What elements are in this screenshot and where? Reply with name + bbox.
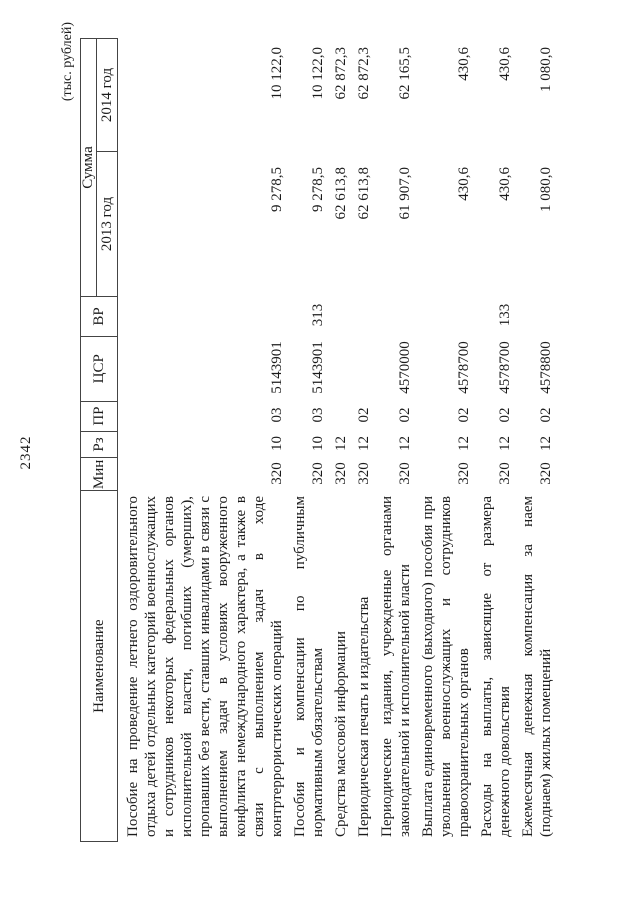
cell-sum-2014: 1 080,0 xyxy=(538,47,554,92)
cell-name: Периодические издания, учрежденные органами законодательной и исполнительной власти xyxy=(379,496,413,837)
cell-name: Пособия и компенсации по публичным нормативным обязательствам xyxy=(292,496,326,837)
cell-vr: 313 xyxy=(310,303,326,327)
cell-sum-2013: 9 278,5 xyxy=(269,167,285,212)
cell-min: 320 xyxy=(356,462,372,485)
cell-sum-2013: 62 613,8 xyxy=(333,167,349,220)
cell-sum-2014: 430,6 xyxy=(456,47,472,81)
header-min: Мин xyxy=(81,457,117,490)
cell-name: Выплата единовременного (выходного) пособия при увольнении военнослужащих и сотрудников правоохранительных органов xyxy=(420,496,472,837)
cell-csr: 4578800 xyxy=(538,341,554,394)
table-row xyxy=(124,38,286,842)
cell-rz: 10 xyxy=(269,436,285,451)
cell-pr: 02 xyxy=(456,407,472,423)
header-name: Наименование xyxy=(81,490,117,841)
table-body xyxy=(118,38,555,842)
table-row xyxy=(519,38,555,842)
cell-rz: 12 xyxy=(397,436,413,451)
cell-sum-2013: 1 080,0 xyxy=(538,167,554,212)
cell-min: 320 xyxy=(456,462,472,485)
cell-sum-2014: 62 872,3 xyxy=(356,47,372,100)
cell-sum-2014: 430,6 xyxy=(497,47,513,81)
cell-pr: 03 xyxy=(310,407,326,423)
table-row xyxy=(419,38,473,842)
cell-vr: 133 xyxy=(497,303,513,327)
cell-csr: 4570000 xyxy=(397,341,413,394)
header-year-2014: 2014 год xyxy=(98,67,115,123)
table-row xyxy=(332,38,350,842)
table-row xyxy=(291,38,327,842)
table-row xyxy=(378,38,414,842)
cell-sum-2013: 62 613,8 xyxy=(356,167,372,220)
cell-min: 320 xyxy=(538,462,554,485)
cell-min: 320 xyxy=(397,462,413,485)
cell-pr: 03 xyxy=(269,407,285,423)
header-vr: ВР xyxy=(81,296,117,336)
cell-sum-2013: 430,6 xyxy=(497,167,513,201)
cell-pr: 02 xyxy=(538,407,554,423)
cell-rz: 12 xyxy=(497,436,513,451)
page-number: 2342 xyxy=(18,435,34,470)
cell-csr: 5143901 xyxy=(269,341,285,394)
cell-rz: 10 xyxy=(310,436,326,451)
cell-rz: 12 xyxy=(538,436,554,451)
cell-sum-2013: 9 278,5 xyxy=(310,167,326,212)
cell-csr: 5143901 xyxy=(310,341,326,394)
header-sum: Сумма xyxy=(81,39,97,296)
cell-rz: 12 xyxy=(333,436,349,451)
cell-sum-2013: 430,6 xyxy=(456,167,472,201)
cell-name: Периодическая печать и издательства xyxy=(356,596,372,837)
table-row xyxy=(478,38,514,842)
cell-csr: 4578700 xyxy=(456,341,472,394)
cell-pr: 02 xyxy=(497,407,513,423)
cell-min: 320 xyxy=(333,462,349,485)
header-year-2013: 2013 год xyxy=(97,151,117,296)
cell-sum-2013: 61 907,0 xyxy=(397,167,413,220)
cell-sum-2014: 10 122,0 xyxy=(310,47,326,100)
cell-sum-2014: 62 165,5 xyxy=(397,47,413,100)
cell-name: Средства массовой информации xyxy=(333,631,349,837)
cell-rz: 12 xyxy=(356,436,372,451)
cell-name: Расходы на выплаты, зависящие от размера денежного довольствия xyxy=(479,496,513,837)
cell-pr: 02 xyxy=(356,407,372,423)
cell-min: 320 xyxy=(310,462,326,485)
cell-min: 320 xyxy=(497,462,513,485)
cell-pr: 02 xyxy=(397,407,413,423)
cell-name: Пособие на проведение летнего оздоровительного отдыха детей отдельных категорий военнослужащих и сотрудников некоторых федеральных органов исполнительной власти, погибших (умерших), пропавших без вести, ставших инвалидами в связи с выполнением задач в условиях вооруженного конфликта немеждународного характера, а также в связи с выполнением задач в ходе контртеррористических операций xyxy=(125,496,285,837)
header-rz: Рз xyxy=(81,431,117,458)
table-row xyxy=(355,38,373,842)
cell-sum-2014: 62 872,3 xyxy=(333,47,349,100)
cell-rz: 12 xyxy=(456,436,472,451)
budget-table xyxy=(80,38,560,842)
units-note: (тыс. рублей) xyxy=(60,22,75,102)
cell-name: Ежемесячная денежная компенсация за наем (поднаем) жилых помещений xyxy=(520,496,554,837)
header-sum-group xyxy=(81,39,117,296)
cell-csr: 4578700 xyxy=(497,341,513,394)
cell-min: 320 xyxy=(269,462,285,485)
header-years xyxy=(97,39,117,296)
header-pr: ПР xyxy=(81,401,117,431)
table-header-row xyxy=(80,38,118,842)
cell-sum-2014: 10 122,0 xyxy=(269,47,285,100)
header-csr: ЦСР xyxy=(81,336,117,401)
